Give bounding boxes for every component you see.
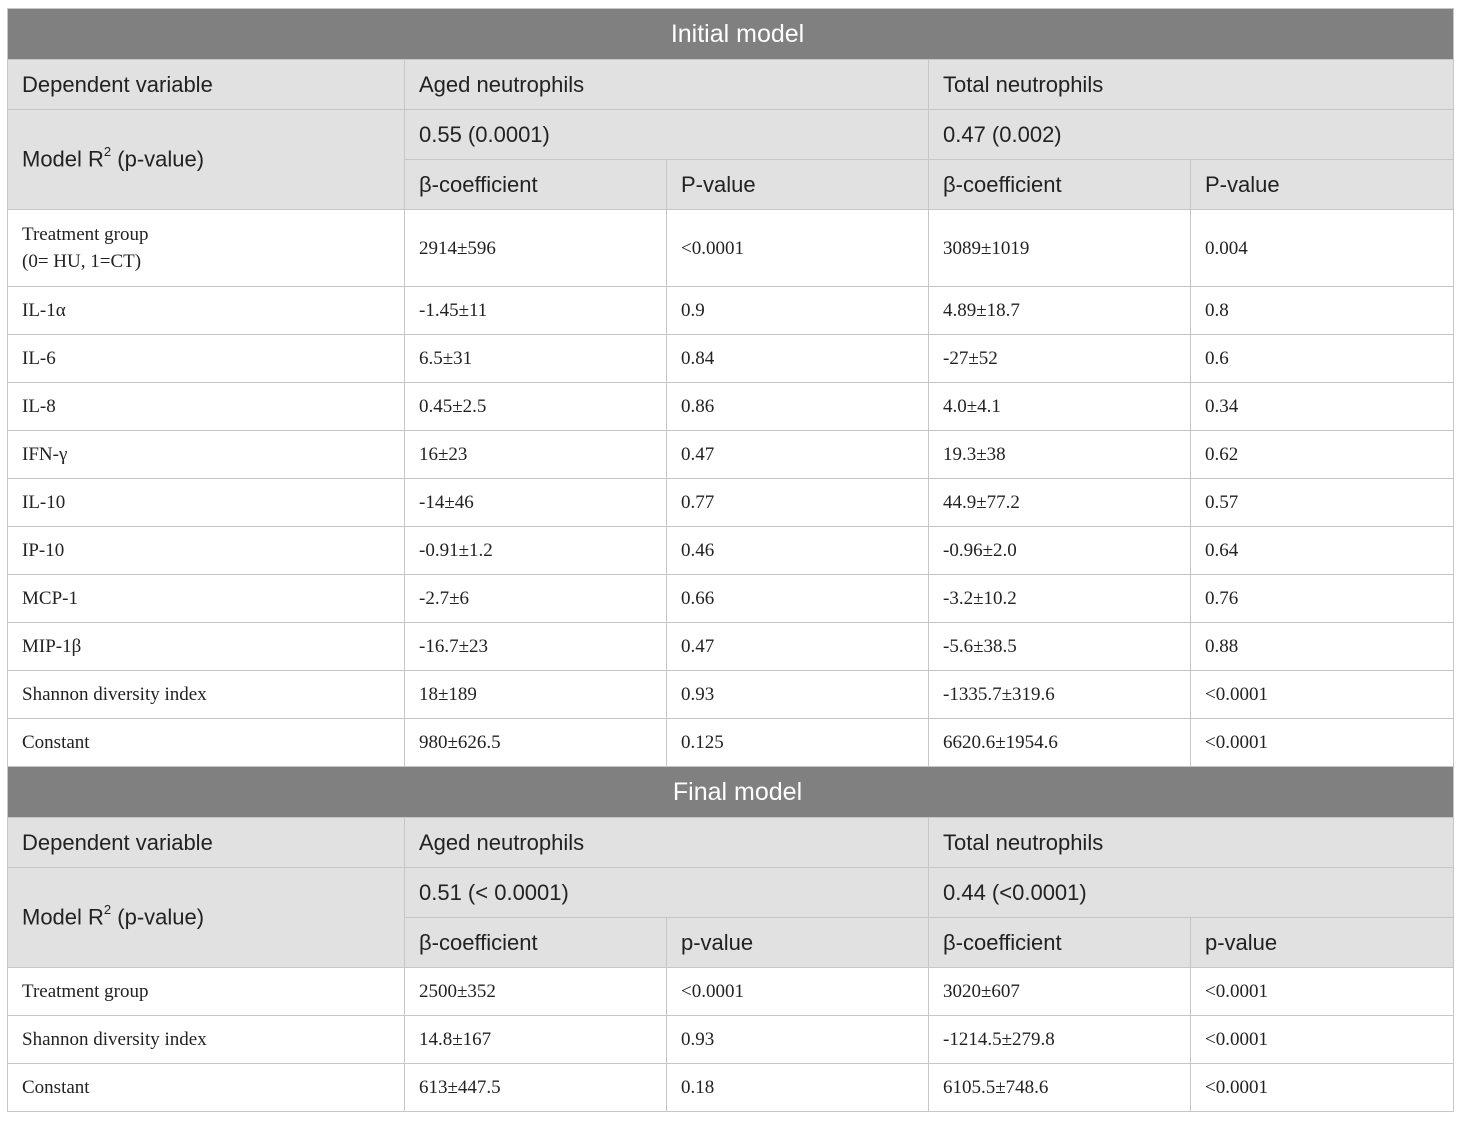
- row-label: [8, 383, 405, 431]
- total-pvalue-header: P-value: [1191, 160, 1454, 210]
- table-row: [8, 287, 1454, 335]
- total-beta-cell: 3089±1019: [929, 210, 1191, 287]
- row-label: [8, 719, 405, 767]
- table-row: [8, 623, 1454, 671]
- table-row: [8, 575, 1454, 623]
- table-row: [8, 210, 1454, 287]
- aged-pvalue-cell: <0.0001: [667, 968, 929, 1016]
- row-label: [8, 1064, 405, 1112]
- row-label-line1: Constant: [22, 732, 90, 753]
- aged-pvalue-cell: 0.125: [667, 719, 929, 767]
- table-row: [8, 1064, 1454, 1112]
- row-label: [8, 575, 405, 623]
- table-row: [8, 335, 1454, 383]
- total-pvalue-cell: <0.0001: [1191, 968, 1454, 1016]
- row-label: [8, 671, 405, 719]
- aged-pvalue-cell: 0.66: [667, 575, 929, 623]
- aged-pvalue-cell: 0.86: [667, 383, 929, 431]
- aged-beta-cell: -1.45±11: [405, 287, 667, 335]
- aged-neutrophils-header: Aged neutrophils: [405, 60, 929, 110]
- aged-r2-value: 0.55 (0.0001): [405, 110, 929, 160]
- aged-pvalue-cell: 0.9: [667, 287, 929, 335]
- total-beta-cell: 6620.6±1954.6: [929, 719, 1191, 767]
- aged-r2-value: 0.51 (< 0.0001): [405, 868, 929, 918]
- model-r2-superscript: 2: [103, 144, 112, 160]
- table-row: [8, 527, 1454, 575]
- total-pvalue-cell: 0.64: [1191, 527, 1454, 575]
- row-label-line1: Treatment group: [22, 224, 149, 245]
- total-neutrophils-header: Total neutrophils: [929, 818, 1454, 868]
- row-label: [8, 968, 405, 1016]
- dependent-variable-label: Dependent variable: [8, 60, 405, 110]
- aged-pvalue-cell: 0.46: [667, 527, 929, 575]
- aged-beta-cell: 980±626.5: [405, 719, 667, 767]
- section-title-row: [8, 9, 1454, 60]
- row-label-line1: IFN-γ: [22, 444, 68, 465]
- aged-pvalue-cell: 0.47: [667, 431, 929, 479]
- aged-beta-cell: -14±46: [405, 479, 667, 527]
- model-r2-suffix: (p-value): [111, 146, 205, 172]
- aged-pvalue-cell: <0.0001: [667, 210, 929, 287]
- row-label: [8, 431, 405, 479]
- row-label: [8, 479, 405, 527]
- total-pvalue-cell: 0.62: [1191, 431, 1454, 479]
- row-label-line1: IL-1α: [22, 300, 66, 321]
- total-pvalue-cell: 0.8: [1191, 287, 1454, 335]
- total-pvalue-cell: <0.0001: [1191, 1064, 1454, 1112]
- total-r2-value: 0.44 (<0.0001): [929, 868, 1454, 918]
- total-beta-cell: 19.3±38: [929, 431, 1191, 479]
- aged-beta-header: β-coefficient: [405, 918, 667, 968]
- aged-beta-cell: -16.7±23: [405, 623, 667, 671]
- table-row: [8, 968, 1454, 1016]
- total-beta-cell: -5.6±38.5: [929, 623, 1191, 671]
- row-label-line1: IL-6: [22, 348, 56, 369]
- model-r2-row: [8, 110, 1454, 160]
- total-beta-cell: -3.2±10.2: [929, 575, 1191, 623]
- aged-beta-cell: -0.91±1.2: [405, 527, 667, 575]
- model-r2-superscript: 2: [103, 902, 112, 918]
- table-row: [8, 383, 1454, 431]
- total-pvalue-cell: 0.76: [1191, 575, 1454, 623]
- dependent-variable-row: [8, 818, 1454, 868]
- table-row: [8, 431, 1454, 479]
- total-beta-header: β-coefficient: [929, 918, 1191, 968]
- aged-pvalue-cell: 0.77: [667, 479, 929, 527]
- total-neutrophils-header: Total neutrophils: [929, 60, 1454, 110]
- total-pvalue-cell: <0.0001: [1191, 719, 1454, 767]
- aged-pvalue-header: P-value: [667, 160, 929, 210]
- total-pvalue-cell: 0.34: [1191, 383, 1454, 431]
- model-r2-row: [8, 868, 1454, 918]
- row-label: [8, 623, 405, 671]
- row-label: [8, 335, 405, 383]
- aged-beta-cell: 613±447.5: [405, 1064, 667, 1112]
- row-label-line1: Shannon diversity index: [22, 1029, 207, 1050]
- total-pvalue-cell: <0.0001: [1191, 671, 1454, 719]
- model-r2-label: [8, 110, 405, 210]
- aged-beta-cell: 2500±352: [405, 968, 667, 1016]
- total-pvalue-cell: 0.6: [1191, 335, 1454, 383]
- total-beta-cell: -1335.7±319.6: [929, 671, 1191, 719]
- total-pvalue-header: p-value: [1191, 918, 1454, 968]
- total-beta-cell: 4.0±4.1: [929, 383, 1191, 431]
- total-pvalue-cell: 0.57: [1191, 479, 1454, 527]
- total-pvalue-cell: 0.88: [1191, 623, 1454, 671]
- row-label-line1: Constant: [22, 1077, 90, 1098]
- aged-beta-cell: 2914±596: [405, 210, 667, 287]
- total-beta-cell: 3020±607: [929, 968, 1191, 1016]
- model-r2-prefix: Model R: [22, 904, 104, 930]
- total-beta-cell: -0.96±2.0: [929, 527, 1191, 575]
- total-r2-value: 0.47 (0.002): [929, 110, 1454, 160]
- total-beta-cell: 6105.5±748.6: [929, 1064, 1191, 1112]
- aged-pvalue-cell: 0.47: [667, 623, 929, 671]
- total-pvalue-cell: <0.0001: [1191, 1016, 1454, 1064]
- regression-table: [7, 8, 1454, 1112]
- row-label-line1: MIP-1β: [22, 636, 82, 657]
- total-beta-header: β-coefficient: [929, 160, 1191, 210]
- table-row: [8, 719, 1454, 767]
- row-label: [8, 527, 405, 575]
- row-label-line1: IL-8: [22, 396, 56, 417]
- table-row: [8, 1016, 1454, 1064]
- section-title-row: [8, 767, 1454, 818]
- model-r2-label: [8, 868, 405, 968]
- dependent-variable-row: [8, 60, 1454, 110]
- model-r2-prefix: Model R: [22, 146, 104, 172]
- row-label-line1: MCP-1: [22, 588, 78, 609]
- aged-beta-cell: 14.8±167: [405, 1016, 667, 1064]
- aged-pvalue-cell: 0.18: [667, 1064, 929, 1112]
- row-label-line1: IL-10: [22, 492, 66, 513]
- aged-pvalue-cell: 0.93: [667, 1016, 929, 1064]
- aged-pvalue-header: p-value: [667, 918, 929, 968]
- aged-beta-cell: 0.45±2.5: [405, 383, 667, 431]
- total-beta-cell: -1214.5±279.8: [929, 1016, 1191, 1064]
- section-title: Final model: [8, 767, 1454, 818]
- regression-table-body: [8, 9, 1454, 1112]
- row-label: [8, 287, 405, 335]
- row-label: [8, 210, 405, 287]
- aged-beta-cell: 16±23: [405, 431, 667, 479]
- aged-beta-cell: -2.7±6: [405, 575, 667, 623]
- aged-neutrophils-header: Aged neutrophils: [405, 818, 929, 868]
- aged-pvalue-cell: 0.84: [667, 335, 929, 383]
- total-beta-cell: 44.9±77.2: [929, 479, 1191, 527]
- row-label-line1: Shannon diversity index: [22, 684, 207, 705]
- aged-beta-header: β-coefficient: [405, 160, 667, 210]
- row-label-line1: IP-10: [22, 540, 65, 561]
- table-row: [8, 671, 1454, 719]
- table-row: [8, 479, 1454, 527]
- row-label: [8, 1016, 405, 1064]
- aged-pvalue-cell: 0.93: [667, 671, 929, 719]
- aged-beta-cell: 6.5±31: [405, 335, 667, 383]
- aged-beta-cell: 18±189: [405, 671, 667, 719]
- model-r2-suffix: (p-value): [111, 904, 205, 930]
- dependent-variable-label: Dependent variable: [8, 818, 405, 868]
- total-pvalue-cell: 0.004: [1191, 210, 1454, 287]
- total-beta-cell: -27±52: [929, 335, 1191, 383]
- section-title: Initial model: [8, 9, 1454, 60]
- row-label-line2: (0= HU, 1=CT): [22, 251, 142, 272]
- total-beta-cell: 4.89±18.7: [929, 287, 1191, 335]
- row-label-line1: Treatment group: [22, 981, 149, 1002]
